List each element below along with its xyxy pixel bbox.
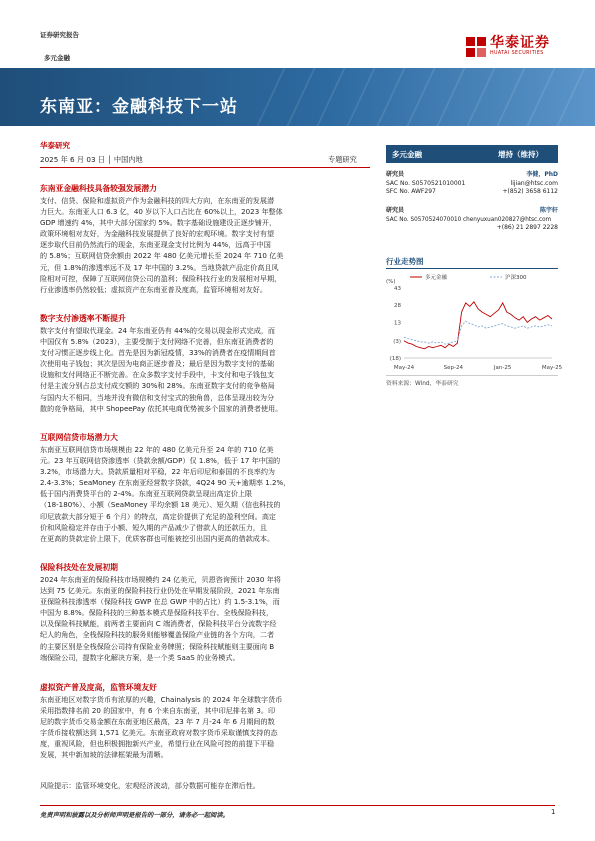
trend-divider	[386, 268, 558, 269]
legend-label: 多元金融	[425, 275, 448, 281]
section-body: 东南亚地区对数字货币有浓厚的兴趣，Chainalysis 的 2024 年全球数字货币 采用指数排名前 20 的国家中，有 6 个来自东南亚，其中印尼排名第 3。印 尼的数字货币交易金额在东南亚地区最高，23 年 7 月-24 年 6 月期间的数 字货币接收额达到 1,571 亿美元。东南亚政府对数字货币采取谨慎支持的态 度，重视风险，但也积极拥抱新兴产业，希望行业在风险可控的前提下平稳 发展，其中新加坡的法律框架最为清晰。	[40, 695, 283, 760]
y-tick-label: 13	[394, 320, 401, 327]
analyst-2	[386, 207, 558, 233]
section-body: 2024 年东南亚的保险科技市场规模约 24 亿美元，贝恩咨询预计 2030 年将 达到 75 亿美元。东南亚的保险科技行业仍处在早期发展阶段，2021 年东南 亚保险科技渗透率（保险科技 GWP 在总 GWP 中的占比）约 1.5-3.1%，而 中国为 8.8%。保险科技的三种基本模式是保险科技平台、全栈保险科技， 以及保险科技赋能，前两者主要面向 C 端消费者，保险科技平台分流数字经 纪人的角色，全栈保险科技的服务则能够覆盖保险产业链的各个方向，二者 的主要区别是全栈保险公司持有保险业务牌照；保险科技赋能则主要面向 B 端保险公司，提数字化解决方案，是一个类 SaaS 的业务模式。	[40, 575, 281, 662]
x-tick-label: Jan-25	[493, 365, 512, 371]
section-heading: 数字支付渗透率不断提升	[40, 314, 126, 323]
y-tick-label: (3)	[393, 338, 401, 345]
report-type: 证券研究报告	[40, 31, 79, 39]
x-tick-label: Sep-24	[443, 365, 464, 371]
page-number: 1	[551, 808, 556, 816]
analyst-1	[386, 171, 558, 197]
section-heading: 东南亚金融科技具备较强发展潜力	[40, 184, 157, 193]
trend-chart	[386, 272, 563, 372]
logo-en: HUATAI SECURITIES	[490, 51, 544, 56]
date-line: 2025 年 6 月 03 日 │ 中国内地	[40, 155, 143, 164]
y-tick-label: (18)	[389, 356, 401, 362]
x-tick-label: May-25	[541, 365, 563, 371]
series-line-0	[404, 302, 552, 349]
report-kind: 专题研究	[328, 155, 357, 164]
analyst-sac: SAC No. S0570521010001	[386, 179, 466, 187]
y-tick-label: 43	[394, 286, 401, 292]
rating-label: 增持（维持）	[498, 150, 543, 159]
section-2	[40, 313, 370, 414]
title-banner	[0, 68, 595, 126]
rating-bar	[386, 145, 558, 163]
analyst-sfc: SFC No. AWF297	[386, 188, 436, 196]
company-logo	[466, 36, 550, 57]
meta-divider	[40, 167, 370, 168]
analyst-name: 陈宇轩	[539, 207, 558, 214]
trend-heading: 行业走势图	[386, 257, 424, 266]
chart-source: 资料来源：Wind，华泰研究	[386, 381, 459, 387]
section-3	[40, 432, 370, 544]
section-heading: 互联网信贷市场潜力大	[40, 433, 118, 442]
category-label: 多元金融	[44, 54, 70, 62]
legend-label: 沪深300	[505, 275, 527, 281]
y-tick-label: 28	[394, 303, 401, 310]
x-tick-label: May-24	[393, 365, 415, 371]
section-body: 支付、信贷、保险和虚拟资产作为金融科技的四大方向，在东南亚的发展潜 力巨大。东南亚人口 6.3 亿，40 岁以下人口占比在 60%以上，2023 年整体 GDP 增速约 4%，其中大部分国家约 5%。数字基础设施建设正逐步铺开， 政策环境相对友好，为金融科技发展提供了良好的宏观环境。数字支付有望 逐步取代目前仍然流行的现金，东南亚现金支付比例为 44%，远高于中国 的 5.8%；互联网信贷余额由 2022 年 480 亿美元增长至 2024 年 710 亿美 元，但 1.8%的渗透率远不及 17 年中国的 3.2%。当地贷款产品定价高且风 险相对可控，保障了互联网信贷公司的盈利；保险科技行业的发展相对早期， 行业渗透率仍然较低；虚拟资产在东南亚普及度高，监管环境相对友好。	[40, 196, 284, 294]
analyst-phone: +(86) 21 2897 2228	[496, 224, 558, 232]
analyst-role: 研究员	[386, 171, 405, 178]
section-heading: 虚拟资产普及度高，监管环境友好	[40, 683, 157, 692]
section-heading: 保险科技处在发展初期	[40, 563, 118, 572]
analyst-sac: SAC No. S0570524070010 chenyuxuan020827@htsc.com	[386, 216, 552, 223]
page-title: 东南亚：金融科技下一站	[40, 97, 238, 117]
footer-divider	[40, 805, 555, 806]
footer-disclaimer: 免责声明和披露以及分析师声明是报告的一部分，请务必一起阅读。	[40, 812, 229, 819]
section-body: 东南亚互联网信贷市场规模由 22 年的 480 亿美元升至 24 年的 710 亿美 元。23 年互联网信贷渗透率（贷款余额/GDP）仅 1.8%，低于 17 年中国的 3.2%，市场潜力大。贷款质量相对平稳，22 年后印尼和泰国的不良率约为 2.4-3.3%；SeaMoney 在东南亚经营数字贷款，4Q24 90 天+逾期率 1.2%， 低于国内消费贷平台的 2-4%。东南亚互联网贷款呈现出高定价上限 （18-180%）、小额（SeaMoney 平均余额 18 美元）、短久期（信也科技的 印尼放款大部分短于 6 个月）的特点，高定价提供了充足的盈利空间。高定 价和风险稳定并存由于小额、短久期的产品减少了借款人的还款压力，且 在更高的贷款定价上限下，优质客群也可能被挖引出国内更高的借款成本。	[40, 445, 291, 543]
section-4	[40, 562, 370, 663]
series-line-1	[404, 321, 552, 344]
risk-warning: 风险提示：监管环境变化，宏观经济波动，部分数据可能存在滞后性。	[40, 781, 260, 790]
chart-source-divider	[386, 375, 558, 376]
analyst-role: 研究员	[386, 207, 405, 214]
logo-mark-icon	[466, 37, 486, 57]
analyst-name: 李健，PhD	[526, 171, 558, 178]
section-1	[40, 183, 370, 295]
org-label: 华泰研究	[40, 141, 70, 150]
sector-label: 多元金融	[392, 150, 422, 159]
section-5	[40, 682, 370, 761]
analyst-phone: +(852) 3658 6112	[502, 188, 558, 196]
analyst-email[interactable]: lijian@htsc.com	[510, 179, 558, 187]
section-body: 数字支付有望取代现金。24 年东南亚仍有 44%的交易以现金形式完成，而 中国仅有 5.8%（2023），主要受制于支付网络不完善，但东南亚消费者的 支付习惯正逐步线上化。首先是因为新冠疫情，33%的消费者在疫情期间首 次使用电子钱包；其次是因为电商正逐步普及；最后是因为数字支付的基础 设施和支付网络正不断完善。在众多数字支付手段中，卡支付和电子钱包支 付是主流分别占总支付成交额的 30%和 28%。东南亚数字支付的竞争格局 与国内大不相同，当地并没有微信和支付宝式的独角兽，总体呈现出较为分 散的竞争格局，其中 ShopeePay 依托其电商优势被多个国家的消费者使用。	[40, 326, 283, 413]
logo-name: 华泰证券	[490, 35, 550, 51]
y-unit-label: (%)	[386, 279, 396, 285]
